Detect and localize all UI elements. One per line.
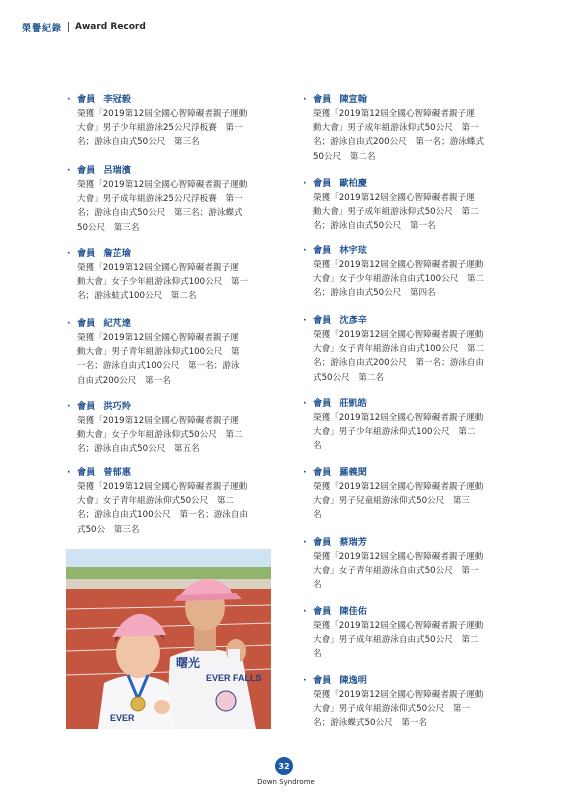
bullet-icon: ·: [303, 315, 307, 326]
award-line: 大會」男子少年組游泳仰式100公尺 第二: [313, 427, 476, 438]
member-name: 莊凱皓: [339, 398, 367, 409]
award-entry: [303, 244, 515, 301]
award-line: 大會」女子少年組游泳自由式100公尺 第二: [313, 274, 485, 285]
bullet-icon: ·: [67, 467, 71, 478]
award-entry: [303, 314, 515, 385]
member-name: 羅義閎: [339, 467, 367, 478]
bullet-icon: ·: [303, 178, 307, 189]
award-line: 榮獲「2019第12屆全國心智障礙者親子運動: [77, 482, 248, 492]
publication-title: Down Syndrome: [257, 778, 315, 786]
medal: [131, 697, 145, 711]
award-description: [77, 331, 277, 388]
member-role: 會員: [77, 401, 96, 412]
award-line: 名；游泳蛙式100公尺 第二名: [77, 291, 197, 302]
running-header: [22, 19, 146, 35]
award-line: 名；游泳自由式100公尺 第一名；游泳自由: [77, 510, 249, 521]
award-description: [313, 328, 515, 385]
award-line: 榮獲「2019第12屆全國心智障礙者親子運: [77, 263, 239, 273]
member-role: 會員: [313, 178, 332, 189]
award-photo: [66, 549, 271, 729]
award-line: 動大會」女子少年組游泳仰式100公尺 第一: [77, 277, 249, 288]
bullet-icon: ·: [303, 537, 307, 548]
award-description: [77, 107, 277, 150]
bullet-icon: ·: [303, 245, 307, 256]
award-line: 榮獲「2019第12屆全國心智障礙者親子運動: [313, 413, 484, 423]
award-line: 名: [313, 649, 322, 660]
award-entry: [303, 93, 515, 164]
member-name: 曾郁惠: [103, 467, 131, 478]
award-description: [313, 480, 515, 523]
member-role: 會員: [313, 606, 332, 617]
award-line: 名: [313, 580, 322, 591]
member-role: 會員: [313, 245, 332, 256]
award-line: 榮獲「2019第12屆全國心智障礙者親子運: [77, 333, 239, 343]
award-entry: [303, 605, 515, 662]
award-entry: [67, 247, 277, 304]
award-entry: [67, 466, 277, 537]
member-name: 詹芷瑜: [103, 248, 131, 259]
award-line: 名；游泳自由式50公尺 第三名；游泳蝶式: [77, 208, 243, 219]
award-line: 大會」男子成年組游泳自由式50公尺 第二: [313, 635, 479, 646]
section-title-en: Award Record: [75, 22, 146, 32]
bullet-icon: ·: [67, 94, 71, 105]
award-entry: [303, 466, 515, 523]
award-description: [77, 480, 277, 537]
award-line: 大會」男子兒童組游泳仰式50公尺 第三: [313, 496, 471, 507]
award-line: 自由式200公尺 第一名: [77, 375, 171, 386]
award-entry: [303, 674, 515, 731]
award-line: 榮獲「2019第12屆全國心智障礙者親子運: [313, 109, 475, 119]
girl-hand: [154, 700, 170, 714]
member-role: 會員: [313, 315, 332, 326]
shirt-text: EVER FALLS: [206, 673, 262, 683]
bullet-icon: ·: [67, 248, 71, 259]
award-line: 榮獲「2019第12屆全國心智障礙者親子運: [313, 193, 475, 203]
member-name: 陳宣翰: [339, 94, 367, 105]
page-number-badge: 32: [275, 757, 293, 775]
award-line: 大會」男子成年組游泳仰式50公尺 第一: [313, 704, 471, 715]
award-entry: [303, 397, 515, 454]
award-line: 50公尺 第三名: [77, 222, 140, 233]
award-line: 50公尺 第二名: [313, 151, 376, 162]
member-name: 洪巧羚: [103, 401, 131, 412]
award-line: 大會」男子成年組游泳25公尺浮板賽 第一: [77, 194, 243, 205]
award-description: [77, 178, 277, 235]
award-line: 名；游泳自由式50公尺 第四名: [313, 288, 436, 299]
award-line: 名: [313, 441, 322, 452]
award-line: 名；游泳自由式50公尺 第一名: [313, 221, 436, 232]
award-entry: [67, 400, 277, 457]
award-entry: [67, 93, 277, 150]
stands: [66, 579, 271, 589]
member-name: 呂瑞濱: [103, 165, 131, 176]
photo-illustration: [66, 549, 271, 729]
member-role: 會員: [77, 467, 96, 478]
bullet-icon: ·: [303, 94, 307, 105]
member-role: 會員: [77, 318, 96, 329]
award-description: [77, 414, 277, 457]
member-name: 沈彥辛: [339, 315, 367, 326]
award-line: 榮獲「2019第12屆全國心智障礙者親子運: [77, 416, 239, 426]
bullet-icon: ·: [303, 675, 307, 686]
award-line: 榮獲「2019第12屆全國心智障礙者親子運動: [313, 552, 484, 562]
award-line: 榮獲「2019第12屆全國心智障礙者親子運動: [313, 330, 484, 340]
award-line: 動大會」男子青年組游泳仰式100公尺 第: [77, 347, 240, 358]
bullet-icon: ·: [67, 401, 71, 412]
member-name: 蔡瑞芳: [339, 537, 367, 548]
award-line: 大會」女子青年組游泳自由式50公尺 第一: [313, 566, 479, 577]
award-line: 榮獲「2019第12屆全國心智障礙者親子運動: [77, 109, 248, 119]
award-line: 榮獲「2019第12屆全國心智障礙者親子運動: [313, 690, 484, 700]
award-description: [313, 411, 515, 454]
award-line: 名；游泳自由式50公尺 第三名: [77, 137, 200, 148]
award-description: [313, 550, 515, 593]
award-line: 名；游泳自由式200公尺 第一名；游泳自由: [313, 358, 485, 369]
header-divider: [68, 22, 69, 32]
award-line: 大會」男子少年組游泳25公尺浮板賽 第一: [77, 123, 243, 134]
member-role: 會員: [77, 165, 96, 176]
member-role: 會員: [313, 467, 332, 478]
member-name: 林宇玹: [339, 245, 367, 256]
member-name: 歐柏慶: [339, 178, 367, 189]
award-line: 動大會」男子成年組游泳仰式50公尺 第一: [313, 123, 479, 134]
member-role: 會員: [313, 94, 332, 105]
award-line: 榮獲「2019第12屆全國心智障礙者親子運動: [313, 621, 484, 631]
award-entry: [67, 317, 277, 388]
award-line: 大會」女子青年組游泳仰式50公尺 第二: [77, 496, 235, 507]
girl-shirt-text: EVER: [110, 713, 135, 723]
member-role: 會員: [313, 675, 332, 686]
award-line: 名；游泳自由式50公尺 第五名: [77, 444, 200, 455]
bullet-icon: ·: [67, 318, 71, 329]
award-line: 式50公尺 第二名: [313, 372, 385, 383]
shirt-logo-text: 曙光: [176, 656, 201, 670]
member-name: 陳佳佑: [339, 606, 367, 617]
member-role: 會員: [313, 537, 332, 548]
award-description: [313, 619, 515, 662]
award-line: 名；游泳蝶式50公尺 第一名: [313, 718, 428, 729]
bullet-icon: ·: [303, 606, 307, 617]
award-line: 榮獲「2019第12屆全國心智障礙者親子運動: [313, 260, 484, 270]
award-description: [313, 688, 515, 731]
member-name: 陳逸明: [339, 675, 367, 686]
award-description: [77, 261, 277, 304]
member-name: 李冠毅: [103, 94, 131, 105]
award-line: 榮獲「2019第12屆全國心智障礙者親子運動: [313, 482, 484, 492]
award-line: 動大會」男子成年組游泳仰式50公尺 第二: [313, 207, 479, 218]
bullet-icon: ·: [303, 467, 307, 478]
award-description: [313, 107, 515, 164]
award-line: 一名；游泳自由式100公尺 第一名；游泳: [77, 361, 240, 372]
award-line: 名；游泳自由式200公尺 第一名；游泳蝶式: [313, 137, 485, 148]
award-description: [313, 258, 515, 301]
award-line: 榮獲「2019第12屆全國心智障礙者親子運動: [77, 180, 248, 190]
award-entry: [67, 164, 277, 235]
member-role: 會員: [313, 398, 332, 409]
shirt-emblem: [216, 691, 236, 711]
award-description: [313, 191, 515, 234]
member-role: 會員: [77, 248, 96, 259]
member-role: 會員: [77, 94, 96, 105]
bullet-icon: ·: [303, 398, 307, 409]
member-name: 紀芃達: [103, 318, 131, 329]
bullet-icon: ·: [67, 165, 71, 176]
award-entry: [303, 536, 515, 593]
award-entry: [303, 177, 515, 234]
section-title-zh: 榮譽紀錄: [22, 23, 63, 34]
award-line: 名: [313, 510, 322, 521]
award-line: 動大會」女子少年組游泳仰式50公尺 第二: [77, 430, 243, 441]
award-line: 式50公 第三名: [77, 524, 140, 535]
award-line: 大會」女子青年組游泳自由式100公尺 第二: [313, 344, 485, 355]
